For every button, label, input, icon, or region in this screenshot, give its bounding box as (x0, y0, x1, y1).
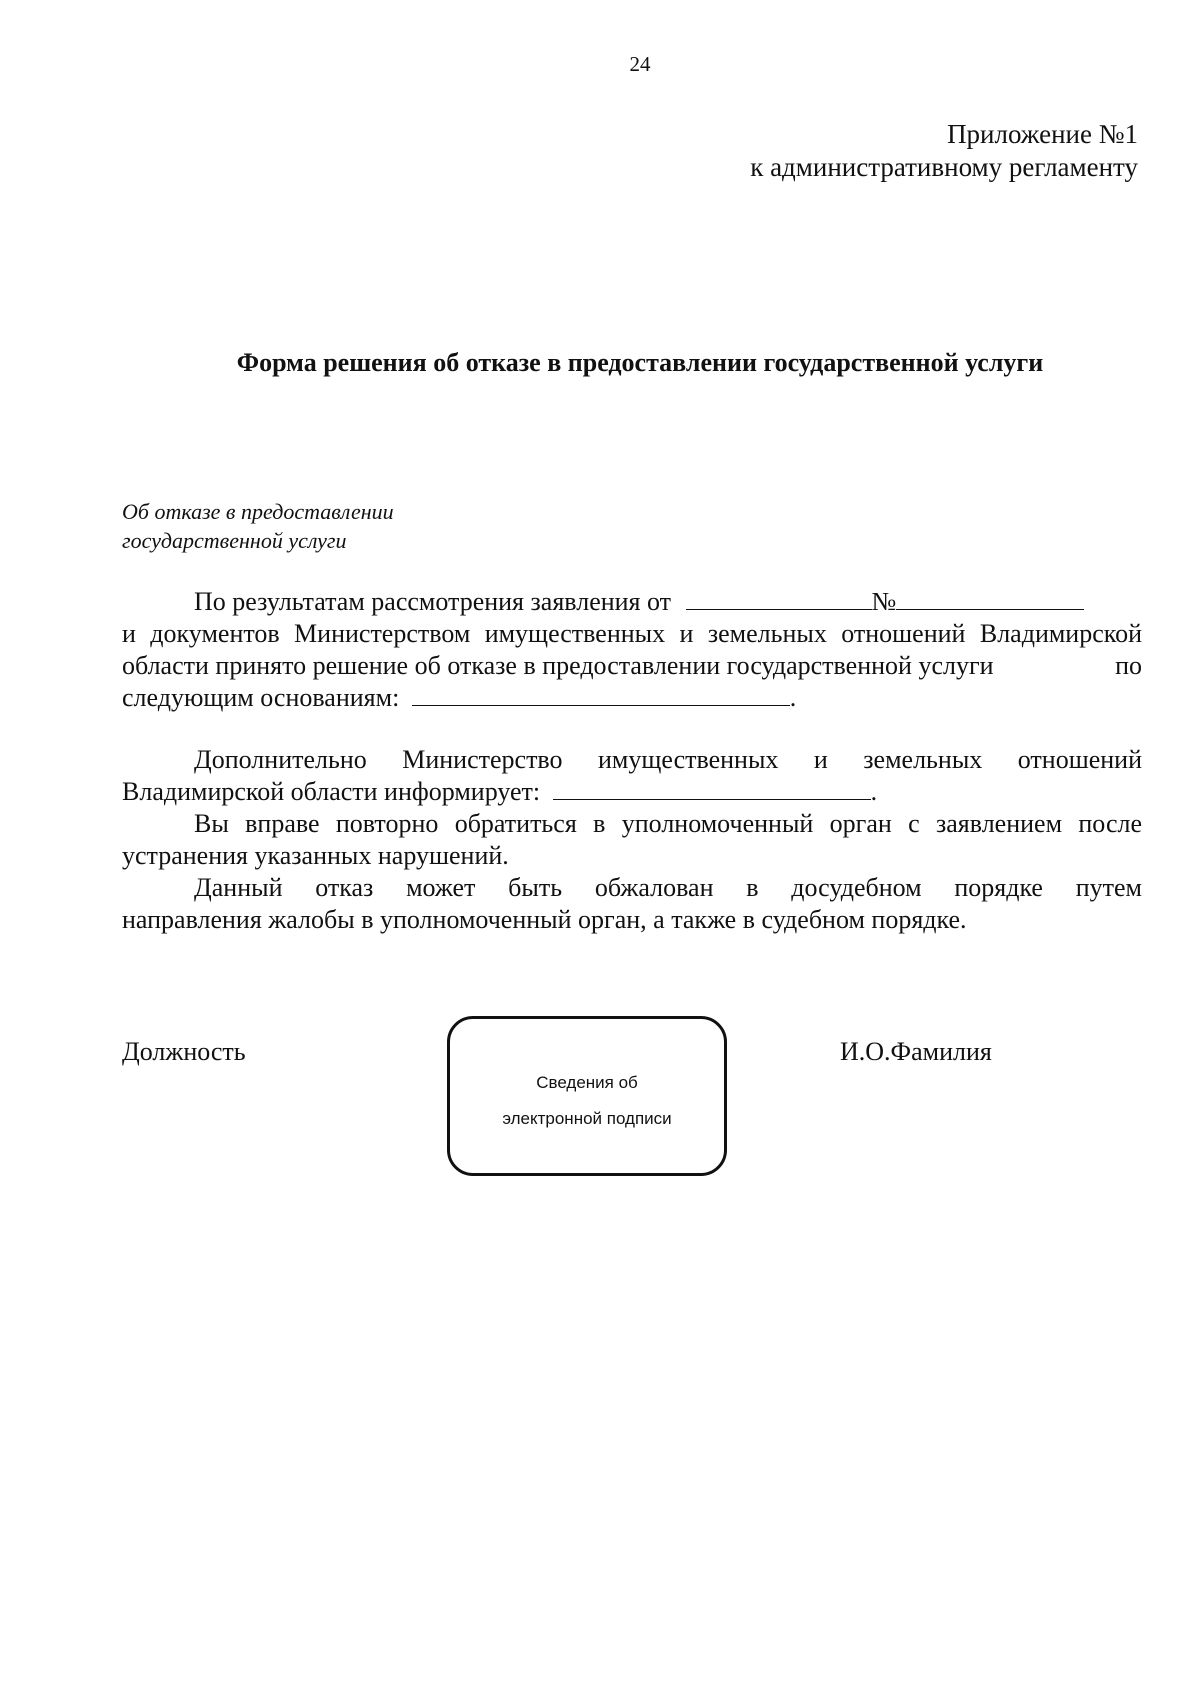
paragraph-2-line-1: Дополнительно Министерство имущественных и земельных отношений (194, 745, 1142, 774)
decision-body (122, 586, 1142, 936)
electronic-signature-box (447, 1016, 727, 1176)
application-intro-text: По результатам рассмотрения заявления от (194, 587, 672, 616)
signatory-name-label: И.О.Фамилия (840, 1037, 992, 1066)
page-number: 24 (629, 52, 651, 76)
appendix-reference: к административному регламенту (750, 152, 1138, 182)
grounds-label: следующим основаниям: (122, 683, 400, 712)
appendix-title: Приложение №1 (947, 119, 1138, 149)
paragraph-1-line-3-end: по (1115, 651, 1142, 680)
signature-box-line-2: электронной подписи (502, 1109, 672, 1128)
informs-period: . (870, 777, 878, 806)
signature-box-line-1: Сведения об (536, 1073, 638, 1092)
form-title: Форма решения об отказе в предоставлении государственной услуги (236, 348, 1044, 377)
paragraph-1-line-2: и документов Министерством имущественных и земельных отношений Владимирской (122, 619, 1142, 648)
position-label: Должность (122, 1037, 246, 1066)
subject-block (122, 497, 394, 555)
application-date-blank[interactable] (686, 587, 872, 610)
paragraph-3-line-2: устранения указанных нарушений. (122, 841, 509, 870)
paragraph-1-line-4 (122, 682, 1142, 714)
paragraph-3-line-1: Вы вправе повторно обратиться в уполномоченный орган с заявлением после (194, 809, 1142, 838)
number-sign: № (871, 587, 897, 616)
paragraph-1-line-1 (122, 586, 1142, 618)
subject-line-1: Об отказе в предоставлении (122, 499, 394, 524)
subject-line-2: государственной услуги (122, 528, 347, 553)
grounds-blank[interactable] (412, 683, 790, 706)
paragraph-4-line-1: Данный отказ может быть обжалован в досудебном порядке путем (194, 873, 1142, 902)
signature-block (122, 1016, 1142, 1196)
additional-info-blank[interactable] (553, 777, 871, 800)
grounds-period: . (789, 683, 797, 712)
paragraph-2-line-2 (122, 776, 1142, 808)
appendix-header (750, 118, 1138, 184)
paragraph-4-line-2: направления жалобы в уполномоченный орган, а также в судебном порядке. (122, 905, 967, 934)
informs-label: Владимирской области информирует: (122, 777, 541, 806)
application-number-blank[interactable] (896, 587, 1084, 610)
paragraph-1-line-3-text: области принято решение об отказе в предоставлении государственной услуги (122, 651, 994, 680)
paragraph-1-line-3 (122, 650, 1142, 682)
